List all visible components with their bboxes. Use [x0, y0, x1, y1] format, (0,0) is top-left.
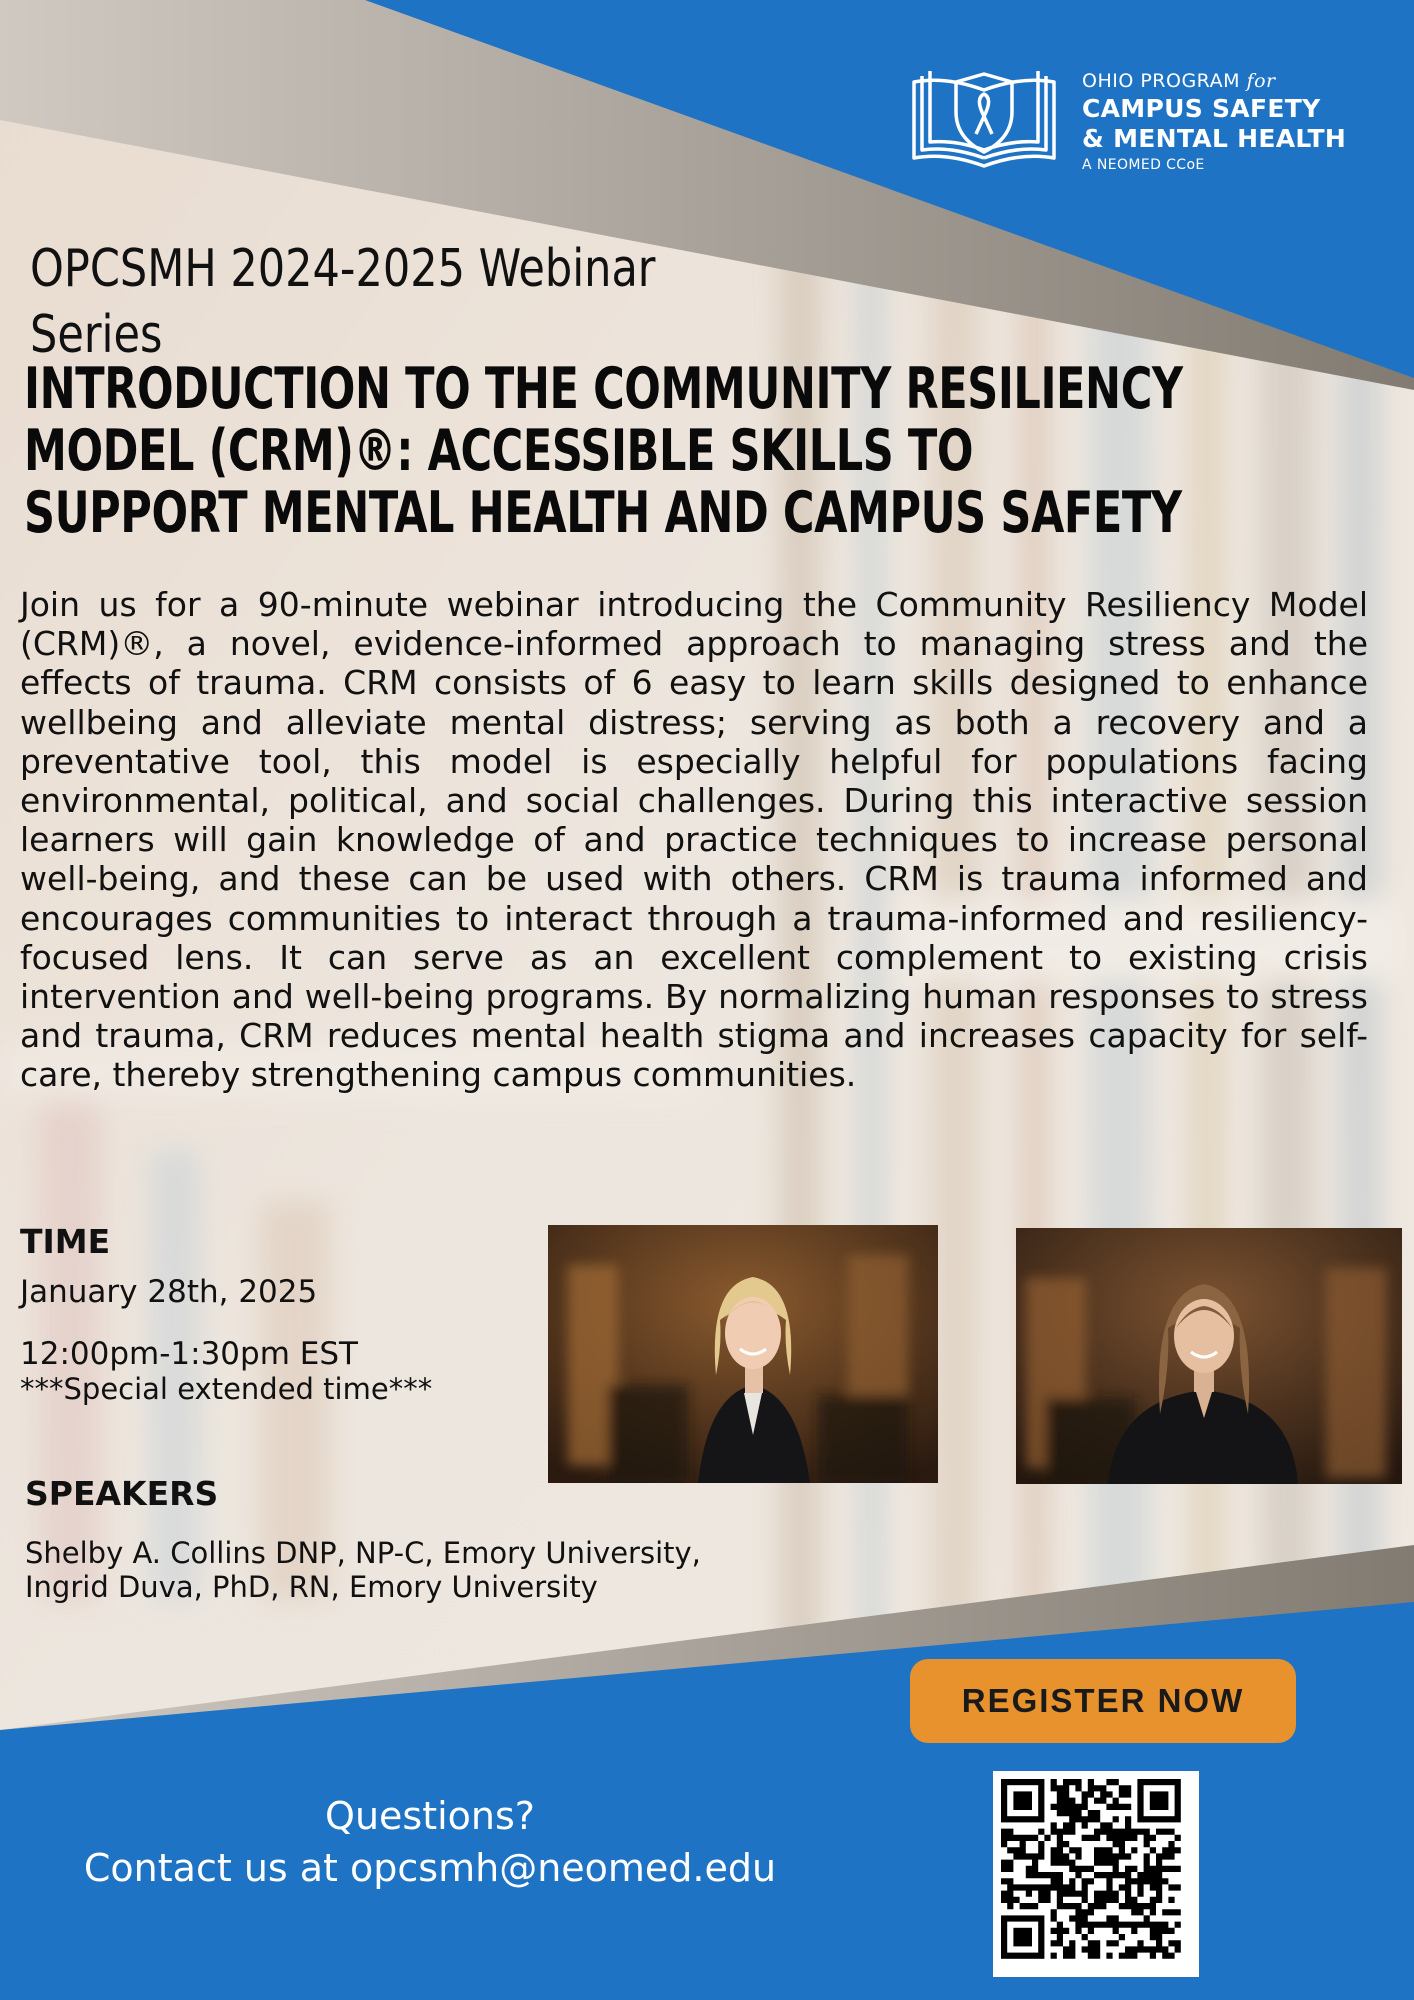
- speakers-heading: SPEAKERS: [25, 1474, 219, 1513]
- series-title: OPCSMH 2024-2025 Webinar Series: [30, 239, 656, 365]
- extended-time-note: ***Special extended time***: [20, 1372, 433, 1406]
- time-heading: TIME: [20, 1222, 111, 1261]
- contact-question: Questions?: [325, 1794, 535, 1838]
- webinar-title: INTRODUCTION TO THE COMMUNITY RESILIENCY MODEL (CRM)®: ACCESSIBLE SKILLS TO SUPPORT MENTAL HEALTH AND CAMPUS SAFETY: [24, 356, 1183, 546]
- event-date: January 28th, 2025: [20, 1274, 318, 1310]
- program-logo: [906, 68, 1376, 178]
- logo-line-4: A NEOMED CCoE: [1082, 157, 1205, 173]
- contact-email-line[interactable]: Contact us at opcsmh@neomed.edu: [83, 1846, 777, 1890]
- logo-line-1-for: for: [1246, 70, 1276, 92]
- logo-line-1: OHIO PROGRAM: [1082, 70, 1240, 92]
- register-now-button[interactable]: REGISTER NOW: [910, 1659, 1296, 1743]
- speaker-photo-duva: [1016, 1228, 1402, 1484]
- open-book-shield-ribbon-icon: [906, 68, 1062, 172]
- logo-line-2: CAMPUS SAFETY: [1082, 94, 1321, 123]
- speaker-2: Ingrid Duva, PhD, RN, Emory University: [25, 1570, 598, 1604]
- webinar-description: Join us for a 90-minute webinar introducing the Community Resiliency Model (CRM)®, a novel, evidence-informed approach to managing stress and the effects of trauma. CRM consists of 6 easy to learn skills designed to enhance wellbeing and alleviate mental distress; serving as both a recovery and a preventative tool, this model is especially helpful for populations facing environmental, political, and social challenges. During this interactive session learners will gain knowledge of and practice techniques to increase personal well-being, and these can be used with others. CRM is trauma informed and encourages communities to interact through a trauma-informed and resiliency-focused lens. It can serve as an excellent complement to existing crisis intervention and well-being programs. By normalizing human responses to stress and trauma, CRM reduces mental health stigma and increases capacity for self-care, thereby strengthening campus communities.: [20, 585, 1368, 1095]
- contact-block: [30, 1790, 830, 1894]
- speaker-1: Shelby A. Collins DNP, NP-C, Emory University,: [25, 1536, 701, 1570]
- speaker-photo-collins: [548, 1225, 938, 1483]
- registration-qr-code[interactable]: [993, 1771, 1199, 1977]
- logo-line-3: & MENTAL HEALTH: [1082, 124, 1347, 153]
- event-hours: 12:00pm-1:30pm EST: [20, 1336, 358, 1372]
- speakers-list: [25, 1536, 701, 1604]
